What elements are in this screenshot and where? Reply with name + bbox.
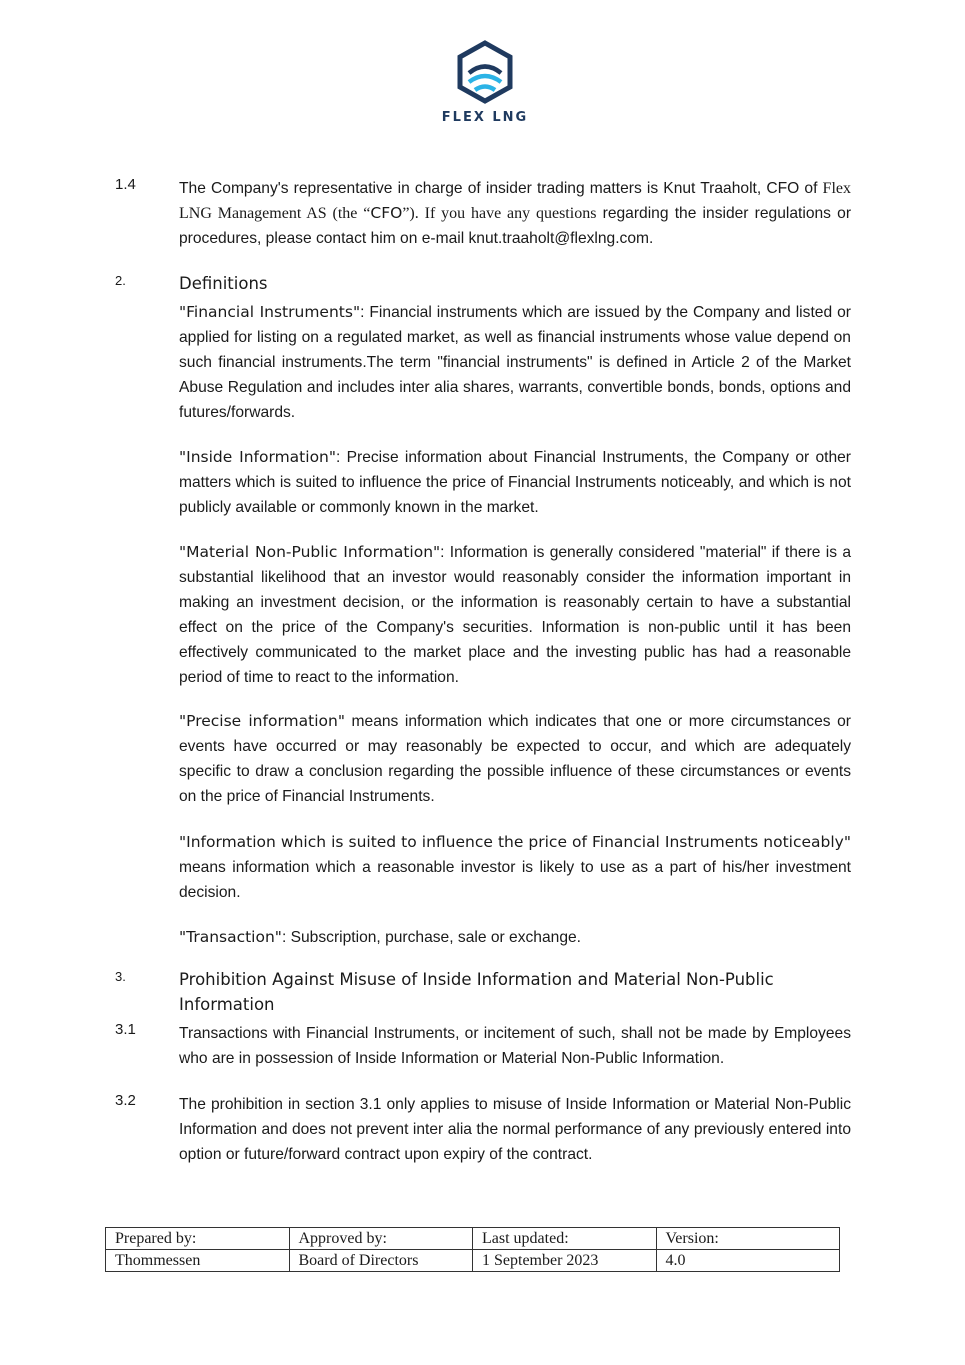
section-3-heading (115, 967, 851, 1017)
section-3-2 (115, 1092, 851, 1167)
table-cell: Prepared by: (106, 1228, 290, 1250)
definition-inside-information: "Inside Information": Precise information about Financial Instruments, the Company or other matters which is suited to influence the price of Financial Instruments noticeably, and which is not publicly available or commonly known in the market. (179, 448, 852, 516)
flex-lng-logo-icon (456, 40, 514, 106)
section-title: Definitions (179, 274, 268, 293)
table-cell: Version: (656, 1228, 840, 1250)
section-3-1 (115, 1021, 851, 1071)
definition-precise-information: "Precise information" means information which indicates that one or more circumstances or events have occurred or may reasonably be expected to occur, and which are adequately specific to draw a conclusion regarding the possible influence of these circumstances or events on the price of Financial Instruments. (179, 712, 851, 805)
logo-text: FLEX LNG (441, 110, 529, 125)
definition-transaction: "Transaction": Subscription, purchase, sale or exchange. (179, 928, 581, 946)
company-logo (430, 40, 540, 125)
defined-term: "Financial Instruments" (179, 303, 361, 321)
definition-information-suited: "Information which is suited to influence the price of Financial Instruments noticeably" means information which a reasonable investor is likely to use as a part of his/her investment decision. (179, 833, 851, 901)
defined-term: "Information which is suited to influence the price of Financial Instruments noticeably" (179, 833, 851, 851)
section-number: 3.1 (115, 1021, 136, 1038)
section-number: 3. (115, 969, 126, 984)
table-cell: 1 September 2023 (473, 1250, 657, 1272)
definition-financial-instruments: "Financial Instruments": Financial instruments which are issued by the Company and listed or applied for listing on a regulated market, as well as financial instruments whose value depend on such financial instruments.The term "financial instruments" is defined in Article 2 of the Market Abuse Regulation and includes inter alia shares, warrants, convertible bonds, bonds, options and futures/forwards. (179, 303, 851, 421)
table-cell: 4.0 (656, 1250, 840, 1272)
definition-material-non-public-information: "Material Non-Public Information": Information is generally considered "material" if there is a substantial likelihood that an investor would reasonably consider the information important in making an investment decision, or the information is reasonably certain to have a substantial effect on the price of the Company's securities. Information is non-public until it has been effectively communicated to the market place and the investing public has had a reasonable period of time to react to the information. (179, 543, 852, 686)
table-cell: Thommessen (106, 1250, 290, 1272)
section-number: 2. (115, 273, 126, 288)
section-1-4 (115, 176, 851, 251)
section-text: The prohibition in section 3.1 only applies to misuse of Inside Information or Material Non-Public Information and does not prevent inter alia the normal performance of any previously entered into option or future/forward contract upon expiry of the contract. (179, 1096, 851, 1163)
table-header-row (106, 1228, 840, 1250)
table-cell: Last updated: (473, 1228, 657, 1250)
section-1-4-text: The Company's representative in charge of insider trading matters is Knut Traaholt, CFO of Flex LNG Management AS (the “CFO”). If you have any questions regarding the insider regulations or procedures, please contact him on e-mail knut.traaholt@flexlng.com. (179, 180, 852, 247)
defined-term: "Precise information" (179, 712, 345, 730)
section-2-heading (115, 271, 851, 296)
section-number: 3.2 (115, 1092, 136, 1109)
table-cell: Approved by: (289, 1228, 473, 1250)
defined-term: "Material Non-Public Information" (179, 543, 441, 561)
defined-term: "Transaction" (179, 928, 282, 946)
table-row (106, 1250, 840, 1272)
defined-term: "Inside Information" (179, 448, 337, 466)
section-text: Transactions with Financial Instruments, or incitement of such, shall not be made by Employees who are in possession of Inside Information or Material Non-Public Information. (179, 1025, 851, 1067)
document-control-table (105, 1227, 840, 1272)
table-cell: Board of Directors (289, 1250, 473, 1272)
section-number: 1.4 (115, 176, 136, 193)
section-title: Prohibition Against Misuse of Inside Information and Material Non-Public Information (179, 970, 774, 1014)
